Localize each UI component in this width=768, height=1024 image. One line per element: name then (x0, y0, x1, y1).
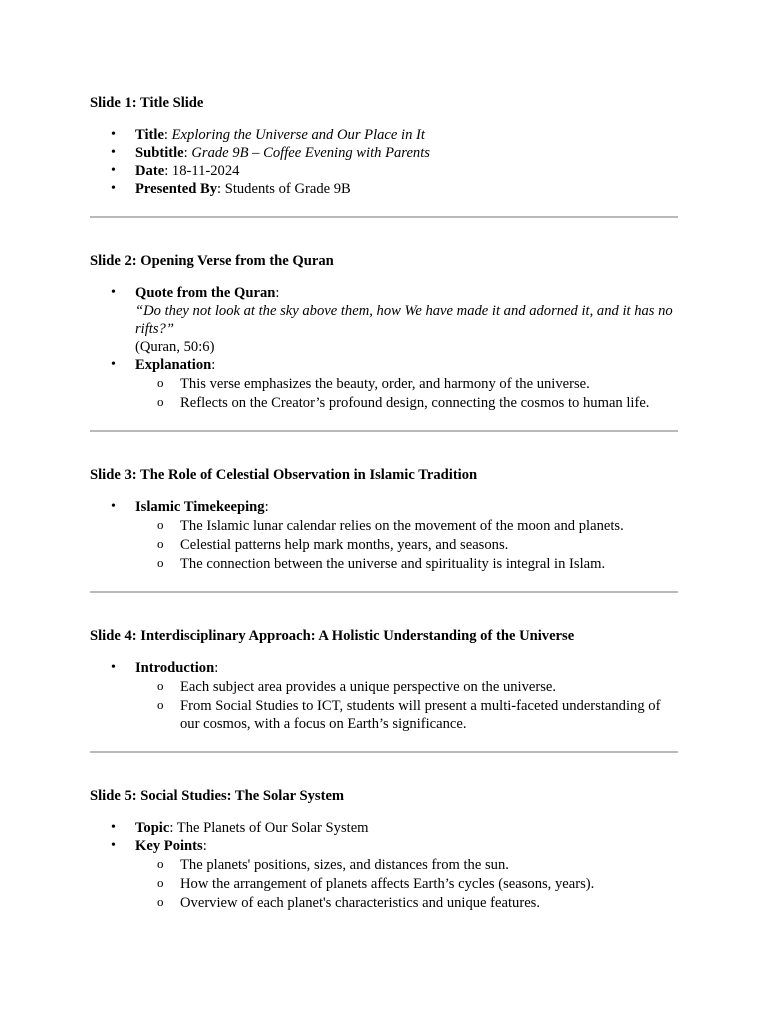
item-key: Introduction (135, 660, 215, 676)
item-key: Topic (135, 820, 170, 836)
slide-2-bullets (90, 284, 678, 412)
item-key: Date (135, 163, 165, 179)
slide-3-bullets (90, 498, 678, 573)
item-value: 18-11-2024 (171, 163, 240, 179)
list-item: • Title: Exploring the Universe and Our Place in It (135, 126, 678, 144)
sub-bullets (135, 856, 678, 912)
slide-3-section (90, 466, 678, 573)
sub-bullets (135, 678, 678, 733)
item-key: Explanation (135, 357, 212, 373)
list-item: • Date: 18-11-2024 (135, 162, 678, 180)
sub-list-item: o Overview of each planet's characteristics and unique features. (180, 894, 678, 912)
slide-2-section (90, 252, 678, 412)
item-key: Presented By (135, 181, 218, 197)
item-key: Title (135, 127, 164, 143)
sub-bullets (135, 375, 678, 412)
item-key: Subtitle (135, 145, 184, 161)
sub-list-item: o The connection between the universe and spirituality is integral in Islam. (180, 555, 678, 573)
list-item: • Presented By: Students of Grade 9B (135, 180, 678, 198)
list-item: • Quote from the Quran: “Do they not look at the sky above them, how We have made it and adorned it, and it has no rifts?” (Quran, 50:6) (135, 284, 678, 356)
item-value: Students of Grade 9B (224, 181, 351, 197)
list-item: • Islamic Timekeeping: o The Islamic lunar calendar relies on the movement of the moon and planets. o Celestial patterns help mark months, years, and seasons. o The connection between the universe and spirituality is integral in Islam. (135, 498, 678, 573)
sub-bullets (135, 517, 678, 573)
item-key: Islamic Timekeeping (135, 499, 265, 515)
slide-1-section (90, 94, 678, 198)
list-item: • Topic: The Planets of Our Solar System (135, 819, 678, 837)
slide-2-heading: Slide 2: Opening Verse from the Quran (90, 253, 334, 269)
slide-1-bullets (90, 126, 678, 198)
item-value: The Planets of Our Solar System (176, 820, 369, 836)
list-item: • Explanation: o This verse emphasizes the beauty, order, and harmony of the universe. o Reflects on the Creator’s profound design, connecting the cosmos to human life. (135, 356, 678, 412)
sub-list-item: o From Social Studies to ICT, students will present a multi-faceted understanding of our cosmos, with a focus on Earth’s significance. (180, 697, 678, 733)
section-divider (90, 430, 678, 432)
slide-3-heading: Slide 3: The Role of Celestial Observation in Islamic Tradition (90, 467, 478, 483)
slide-5-heading: Slide 5: Social Studies: The Solar System (90, 788, 345, 804)
item-key: Key Points (135, 838, 203, 854)
slide-4-section (90, 627, 678, 733)
list-item: • Introduction: o Each subject area provides a unique perspective on the universe. o From Social Studies to ICT, students will present a multi-faceted understanding of our cosmos, with a focus on Earth’s significance. (135, 659, 678, 733)
quote-reference: (Quran, 50:6) (135, 339, 215, 355)
item-key: Quote from the Quran (135, 285, 276, 301)
item-value: Grade 9B – Coffee Evening with Parents (191, 145, 430, 161)
section-divider (90, 216, 678, 218)
sub-list-item: o This verse emphasizes the beauty, order, and harmony of the universe. (180, 375, 678, 393)
sub-list-item: o Celestial patterns help mark months, years, and seasons. (180, 536, 678, 554)
section-divider (90, 751, 678, 753)
sub-list-item: o Each subject area provides a unique perspective on the universe. (180, 678, 678, 696)
sub-list-item: o The Islamic lunar calendar relies on the movement of the moon and planets. (180, 517, 678, 535)
list-item: • Key Points: o The planets' positions, sizes, and distances from the sun. o How the arrangement of planets affects Earth’s cycles (seasons, years). o Overview of each planet's characteristics and unique features. (135, 837, 678, 912)
section-divider (90, 591, 678, 593)
item-value: Exploring the Universe and Our Place in It (171, 127, 425, 143)
slide-5-bullets (90, 819, 678, 912)
sub-list-item: o The planets' positions, sizes, and distances from the sun. (180, 856, 678, 874)
list-item: • Subtitle: Grade 9B – Coffee Evening with Parents (135, 144, 678, 162)
sub-list-item: o How the arrangement of planets affects Earth’s cycles (seasons, years). (180, 875, 678, 893)
slide-4-heading: Slide 4: Interdisciplinary Approach: A Holistic Understanding of the Universe (90, 628, 575, 644)
sub-list-item: o Reflects on the Creator’s profound design, connecting the cosmos to human life. (180, 394, 678, 412)
slide-5-section (90, 787, 678, 912)
quote-text: “Do they not look at the sky above them, how We have made it and adorned it, and it has no rifts?” (135, 303, 673, 337)
slide-1-heading: Slide 1: Title Slide (90, 95, 204, 111)
slide-4-bullets (90, 659, 678, 733)
